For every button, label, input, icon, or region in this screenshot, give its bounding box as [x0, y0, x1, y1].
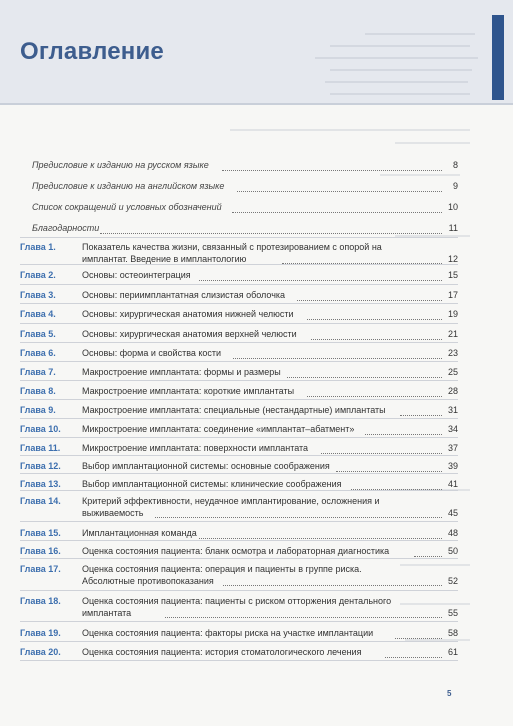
- toc-chapter-entry: [20, 386, 458, 398]
- entry-page-number: 8: [452, 160, 458, 170]
- chapter-label: Глава 18.: [20, 596, 61, 606]
- chapter-label: Глава 11.: [20, 443, 61, 453]
- page-title: Оглавление: [20, 38, 164, 65]
- row-divider: [20, 641, 458, 642]
- chapter-label: Глава 5.: [20, 329, 56, 339]
- entry-title: Критерий эффективности, неудачное имплантирование, осложнения и выживаемость: [82, 496, 380, 518]
- toc-chapter-entry: [20, 424, 458, 436]
- row-divider: [20, 380, 458, 381]
- toc-chapter-entry: [20, 443, 458, 455]
- entry-page-number: 19: [447, 309, 458, 319]
- chapter-label: Глава 2.: [20, 270, 56, 280]
- toc-chapter-entry: [20, 564, 458, 587]
- entry-page-number: 48: [447, 528, 458, 538]
- row-divider: [20, 361, 458, 362]
- chapter-label: Глава 19.: [20, 628, 61, 638]
- row-divider: [20, 455, 458, 456]
- toc-chapter-entry: [20, 461, 458, 473]
- toc-front-entry: [20, 223, 458, 235]
- entry-title: Благодарности: [32, 223, 100, 233]
- entry-title: Показатель качества жизни, связанный с протезированием с опорой на имплантат. Введение в имплантологию: [82, 242, 382, 264]
- row-divider: [20, 660, 458, 661]
- dot-leader: [365, 434, 442, 435]
- toc-chapter-entry: [20, 647, 458, 659]
- chapter-label: Глава 4.: [20, 309, 56, 319]
- entry-page-number: 11: [448, 223, 458, 233]
- entry-title: Макростроение имплантата: формы и размеры: [82, 367, 281, 377]
- entry-page-number: 41: [447, 479, 458, 489]
- entry-page-number: 55: [447, 607, 458, 618]
- row-divider: [20, 418, 458, 419]
- chapter-label: Глава 16.: [20, 546, 61, 556]
- toc-chapter-entry: [20, 596, 458, 619]
- entry-title: Предисловие к изданию на русском языке: [32, 160, 209, 170]
- dot-leader: [385, 657, 442, 658]
- chapter-label: Глава 8.: [20, 386, 56, 396]
- dot-leader: [307, 396, 443, 397]
- dot-leader: [400, 415, 442, 416]
- dot-leader: [233, 358, 442, 359]
- entry-page-number: 50: [447, 546, 458, 556]
- row-divider: [20, 237, 458, 238]
- toc-front-entry: [20, 202, 458, 214]
- entry-title: Оценка состояния пациента: бланк осмотра и лабораторная диагностика: [82, 546, 390, 556]
- entry-page-number: 31: [447, 405, 458, 415]
- entry-page-number: 12: [447, 253, 458, 264]
- entry-page-number: 10: [447, 202, 458, 212]
- dot-leader: [311, 339, 442, 340]
- dot-leader: [199, 538, 442, 539]
- entry-title: Выбор имплантационной системы: клинические соображения: [82, 479, 342, 489]
- entry-title: Основы: форма и свойства кости: [82, 348, 222, 358]
- row-divider: [20, 264, 458, 265]
- toc-chapter-entry: [20, 528, 458, 540]
- dot-leader: [155, 517, 442, 518]
- entry-page-number: 23: [447, 348, 458, 358]
- dot-leader: [395, 638, 442, 639]
- dot-leader: [222, 170, 442, 171]
- chapter-label: Глава 15.: [20, 528, 61, 538]
- chapter-label: Глава 1.: [20, 242, 56, 252]
- entry-title: Микростроение имплантата: поверхности имплантата: [82, 443, 309, 453]
- toc-chapter-entry: [20, 309, 458, 321]
- toc-chapter-entry: [20, 405, 458, 417]
- dot-leader: [237, 191, 442, 192]
- row-divider: [20, 521, 458, 522]
- entry-title: Основы: периимплантатная слизистая оболочка: [82, 290, 286, 300]
- entry-page-number: 21: [447, 329, 458, 339]
- toc-chapter-entry: [20, 367, 458, 379]
- entry-title: Оценка состояния пациента: пациенты с риском отторжения дентального имплантата: [82, 596, 392, 618]
- entry-page-number: 52: [447, 575, 458, 586]
- page-number: 5: [447, 689, 452, 698]
- toc-chapter-entry: [20, 628, 458, 640]
- entry-title: Имплантационная команда: [82, 528, 197, 538]
- chapter-label: Глава 6.: [20, 348, 56, 358]
- dot-leader: [100, 233, 442, 234]
- toc-chapter-entry: [20, 329, 458, 341]
- entry-title: Список сокращений и условных обозначений: [32, 202, 222, 212]
- entry-title: Выбор имплантационной системы: основные соображения: [82, 461, 330, 471]
- entry-title: Оценка состояния пациента: факторы риска на участке имплантации: [82, 628, 374, 638]
- row-divider: [20, 323, 458, 324]
- chapter-label: Глава 10.: [20, 424, 61, 434]
- entry-title: Оценка состояния пациента: история стоматологического лечения: [82, 647, 362, 657]
- toc-front-entry: [20, 181, 458, 193]
- chapter-label: Глава 20.: [20, 647, 61, 657]
- toc-front-entry: [20, 160, 458, 172]
- row-divider: [20, 437, 458, 438]
- chapter-label: Глава 17.: [20, 564, 61, 574]
- entry-page-number: 61: [447, 647, 458, 657]
- entry-page-number: 25: [447, 367, 458, 377]
- entry-title: Микростроение имплантата: соединение «имплантат–абатмент»: [82, 424, 355, 434]
- entry-title: Оценка состояния пациента: операция и пациенты в группе риска. Абсолютные противопоказания: [82, 564, 362, 586]
- dot-leader: [232, 212, 442, 213]
- dot-leader: [414, 556, 442, 557]
- row-divider: [20, 558, 458, 559]
- dot-leader: [165, 617, 442, 618]
- entry-page-number: 58: [447, 628, 458, 638]
- dot-leader: [199, 280, 442, 281]
- row-divider: [20, 540, 458, 541]
- dot-leader: [297, 300, 442, 301]
- toc-chapter-entry: [20, 270, 458, 282]
- dot-leader: [287, 377, 442, 378]
- row-divider: [20, 303, 458, 304]
- row-divider: [20, 399, 458, 400]
- toc-chapter-entry: [20, 496, 458, 519]
- row-divider: [20, 490, 458, 491]
- entry-page-number: 45: [447, 507, 458, 518]
- row-divider: [20, 284, 458, 285]
- entry-title: Основы: остеоинтеграция: [82, 270, 191, 280]
- toc-chapter-entry: [20, 242, 458, 265]
- entry-page-number: 39: [447, 461, 458, 471]
- toc-chapter-entry: [20, 348, 458, 360]
- entry-title: Основы: хирургическая анатомия верхней челюсти: [82, 329, 297, 339]
- chapter-label: Глава 7.: [20, 367, 56, 377]
- chapter-label: Глава 13.: [20, 479, 61, 489]
- entry-page-number: 37: [447, 443, 458, 453]
- entry-title: Предисловие к изданию на английском языке: [32, 181, 225, 191]
- entry-title: Основы: хирургическая анатомия нижней челюсти: [82, 309, 294, 319]
- toc-chapter-entry: [20, 290, 458, 302]
- dot-leader: [223, 585, 442, 586]
- entry-title: Макростроение имплантата: короткие имплантаты: [82, 386, 295, 396]
- dot-leader: [307, 319, 443, 320]
- dot-leader: [321, 453, 442, 454]
- entry-page-number: 15: [447, 270, 458, 280]
- row-divider: [20, 590, 458, 591]
- row-divider: [20, 473, 458, 474]
- entry-title: Макростроение имплантата: специальные (нестандартные) имплантаты: [82, 405, 386, 415]
- toc-chapter-entry: [20, 546, 458, 558]
- row-divider: [20, 342, 458, 343]
- chapter-label: Глава 12.: [20, 461, 61, 471]
- chapter-label: Глава 3.: [20, 290, 56, 300]
- entry-page-number: 28: [447, 386, 458, 396]
- chapter-label: Глава 9.: [20, 405, 56, 415]
- dot-leader: [336, 471, 442, 472]
- entry-page-number: 34: [447, 424, 458, 434]
- row-divider: [20, 621, 458, 622]
- toc-chapter-entry: [20, 479, 458, 491]
- chapter-label: Глава 14.: [20, 496, 61, 506]
- entry-page-number: 9: [452, 181, 458, 191]
- accent-bar: [492, 15, 504, 100]
- entry-page-number: 17: [447, 290, 458, 300]
